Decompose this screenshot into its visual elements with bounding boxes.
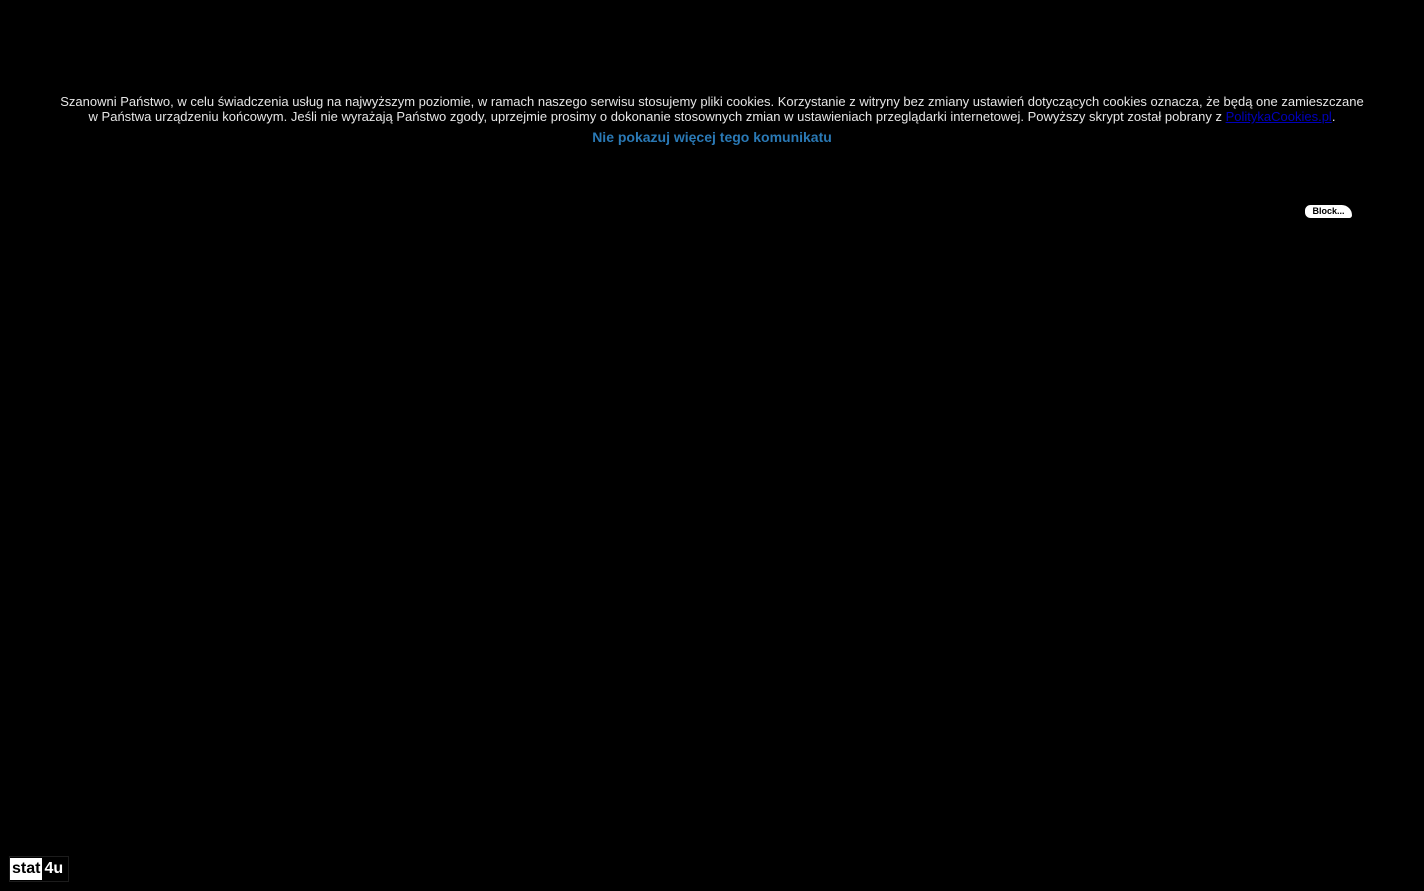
stat4u-4u-label: 4u bbox=[42, 858, 64, 880]
stat4u-stat-label: stat bbox=[10, 858, 42, 880]
cookie-notice-line2: w Państwa urządzeniu końcowym. Jeśli nie wyrażają Państwo zgody, uprzejmie prosimy o dokonanie stosownych zmian w ustawieniach przeglądarki internetowej. Powyższy skrypt został pobrany z bbox=[88, 109, 1226, 124]
stat4u-counter-badge[interactable] bbox=[9, 856, 69, 882]
dismiss-cookie-notice-link[interactable]: Nie pokazuj więcej tego komunikatu bbox=[592, 129, 832, 145]
cookie-notice bbox=[0, 94, 1424, 124]
flashblock-block-button[interactable]: Block... bbox=[1304, 204, 1353, 219]
cookie-notice-line2-period: . bbox=[1331, 109, 1336, 124]
polityka-cookies-link[interactable]: PolitykaCookies.pl bbox=[1225, 109, 1332, 124]
cookie-notice-line1: Szanowni Państwo, w celu świadczenia usług na najwyższym poziomie, w ramach naszego serwisu stosujemy pliki cookies. Korzystanie z witryny bez zmiany ustawień dotyczących cookies oznacza, że będą one zamieszczane bbox=[60, 94, 1364, 109]
